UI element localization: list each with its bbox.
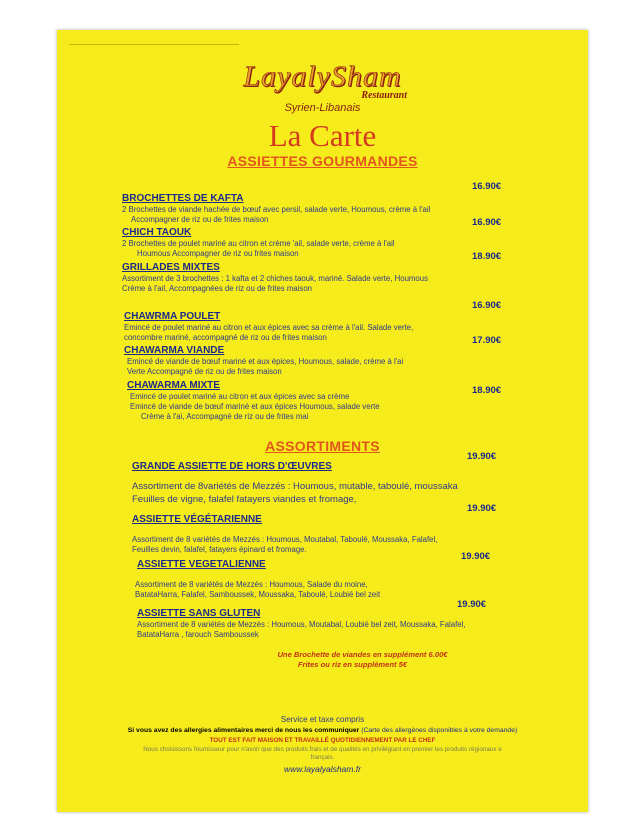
- item-desc: Assortiment de 8 variétés de Mezzés : Houmous, Salade du moine,: [135, 580, 368, 589]
- item-desc: Verte Accompagné de riz ou de frites maison: [127, 367, 282, 376]
- item-title: BROCHETTES DE KAFTA: [122, 193, 244, 204]
- footer-website-link[interactable]: www.layalyalsham.fr: [284, 764, 361, 774]
- item-title: GRANDE ASSIETTE DE HORS D'ŒUVRES: [132, 461, 332, 472]
- item-desc: Assortiment de 8variétés de Mezzés : Houmous, mutable, taboulé, moussaka: [132, 481, 458, 492]
- logo-tagline: Syrien-Libanais: [284, 102, 361, 114]
- item-desc: Crème à l'ail, Accompagnées de riz ou de frites maison: [122, 284, 313, 293]
- logo-sub: Restaurant: [361, 90, 407, 101]
- section-title-assortiments: ASSORTIMENTS: [265, 438, 380, 454]
- item-desc: Accompagner de riz ou de frites maison: [131, 215, 269, 224]
- item-desc: Emincé de viande de bœuf mariné et aux épices, Houmous, salade, crème à l'ai: [127, 357, 404, 366]
- item-title: CHAWARMA MIXTE: [127, 380, 220, 391]
- item-desc: BatataHarra , farouch Samboussek: [137, 630, 259, 639]
- item-price: 16.90€: [472, 217, 502, 228]
- item-desc: Feuilles devin, falafel, fatayers épinard et fromage.: [132, 545, 307, 554]
- item-title: CHICH TAOUK: [122, 227, 192, 238]
- item-desc: Assortiment de 8 variétés de Mezzés : Houmous, Moutabal, Loubié bel zeit, Moussaka, Falafel,: [137, 620, 466, 629]
- item-price: 16.90€: [472, 181, 502, 192]
- footer-allergies: [57, 726, 588, 735]
- item-title: CHAWRMA POULET: [124, 311, 221, 322]
- item-desc: Emincé de poulet mariné au citron et aux épices avec sa crème: [130, 392, 350, 401]
- item-desc: Feuilles de vigne, falafel fatayers viandes et fromage,: [132, 494, 357, 505]
- item-price: 19.90€: [467, 503, 497, 514]
- item-desc: Assortiment de 3 brochettes : 1 kafta et 2 chiches taouk, mariné. Salade verte, Houmous: [122, 274, 428, 283]
- menu-page: [57, 30, 588, 812]
- item-price: 18.90€: [472, 385, 502, 396]
- footer-allergies-bold: Si vous avez des allergies alimentaires merci de nous les communiquer: [127, 727, 360, 734]
- footer-allergies-rest: (Carte des allergènes disponibles à votre demande): [361, 727, 518, 734]
- top-rule: [69, 44, 239, 45]
- item-desc: BatataHarra, Falafel, Samboussek, Moussaka, Taboulé, Loubié bel zeit: [135, 590, 381, 599]
- page-title: La Carte: [268, 118, 377, 153]
- item-price: 18.90€: [472, 251, 502, 262]
- item-title: GRILLADES MIXTES: [122, 262, 220, 273]
- item-title: ASSIETTE VEGETALIENNE: [137, 559, 266, 570]
- item-price: 19.90€: [457, 599, 487, 610]
- item-price: 19.90€: [467, 451, 497, 462]
- item-desc: Assortiment de 8 variétés de Mezzés : Houmous, Moutabal, Taboulé, Moussaka, Falafel,: [132, 535, 438, 544]
- item-desc: concombre mariné, accompagné de riz ou de frites maison: [124, 333, 327, 342]
- supplement-note: Une Brochette de viandes en supplément 6.00€: [277, 650, 448, 659]
- item-desc: 2 Brochettes de viande hachée de bœuf avec persil, salade verte, Houmous, crème à l'ail: [122, 205, 431, 214]
- footer-maison: TOUT EST FAIT MAISON ET TRAVAILLÉ QUOTIDIENNEMENT PAR LE CHEF: [209, 737, 436, 744]
- item-title: ASSIETTE SANS GLUTEN: [137, 608, 261, 619]
- footer-suppliers: Nous choisissons fournisseur pour n'avoir que des produits frais et de qualités en privilégiant en premier les produits régionaux e: [143, 746, 502, 753]
- item-desc: Emincé de poulet mariné au citron et aux épices avec sa crème à l'ail. Salade verte,: [124, 323, 414, 332]
- item-desc: Houmous Accompagner de riz ou frites maison: [137, 249, 299, 258]
- item-price: 19.90€: [461, 551, 491, 562]
- item-price: 17.90€: [472, 335, 502, 346]
- footer-service: Service et taxe compris: [280, 715, 365, 724]
- item-desc: 2 Brochettes de poulet mariné au citron et crème 'ail, salade verte, crème à l'ail: [122, 239, 395, 248]
- footer-suppliers-2: français.: [310, 754, 335, 761]
- item-desc: Emincé de viande de bœuf mariné et aux épices Houmous, salade verte: [130, 402, 380, 411]
- item-title: CHAWARMA VIANDE: [124, 345, 225, 356]
- logo-name: LayalySham: [243, 60, 402, 93]
- item-title: ASSIETTE VÉGÉTARIENNE: [132, 514, 262, 525]
- section-title-assiettes: ASSIETTES GOURMANDES: [227, 153, 418, 169]
- supplement-note: Frites ou riz en supplément 5€: [297, 660, 408, 669]
- item-price: 16.90€: [472, 300, 502, 311]
- item-desc: Crème à l'ai, Accompagné de riz ou de frites mai: [141, 412, 309, 421]
